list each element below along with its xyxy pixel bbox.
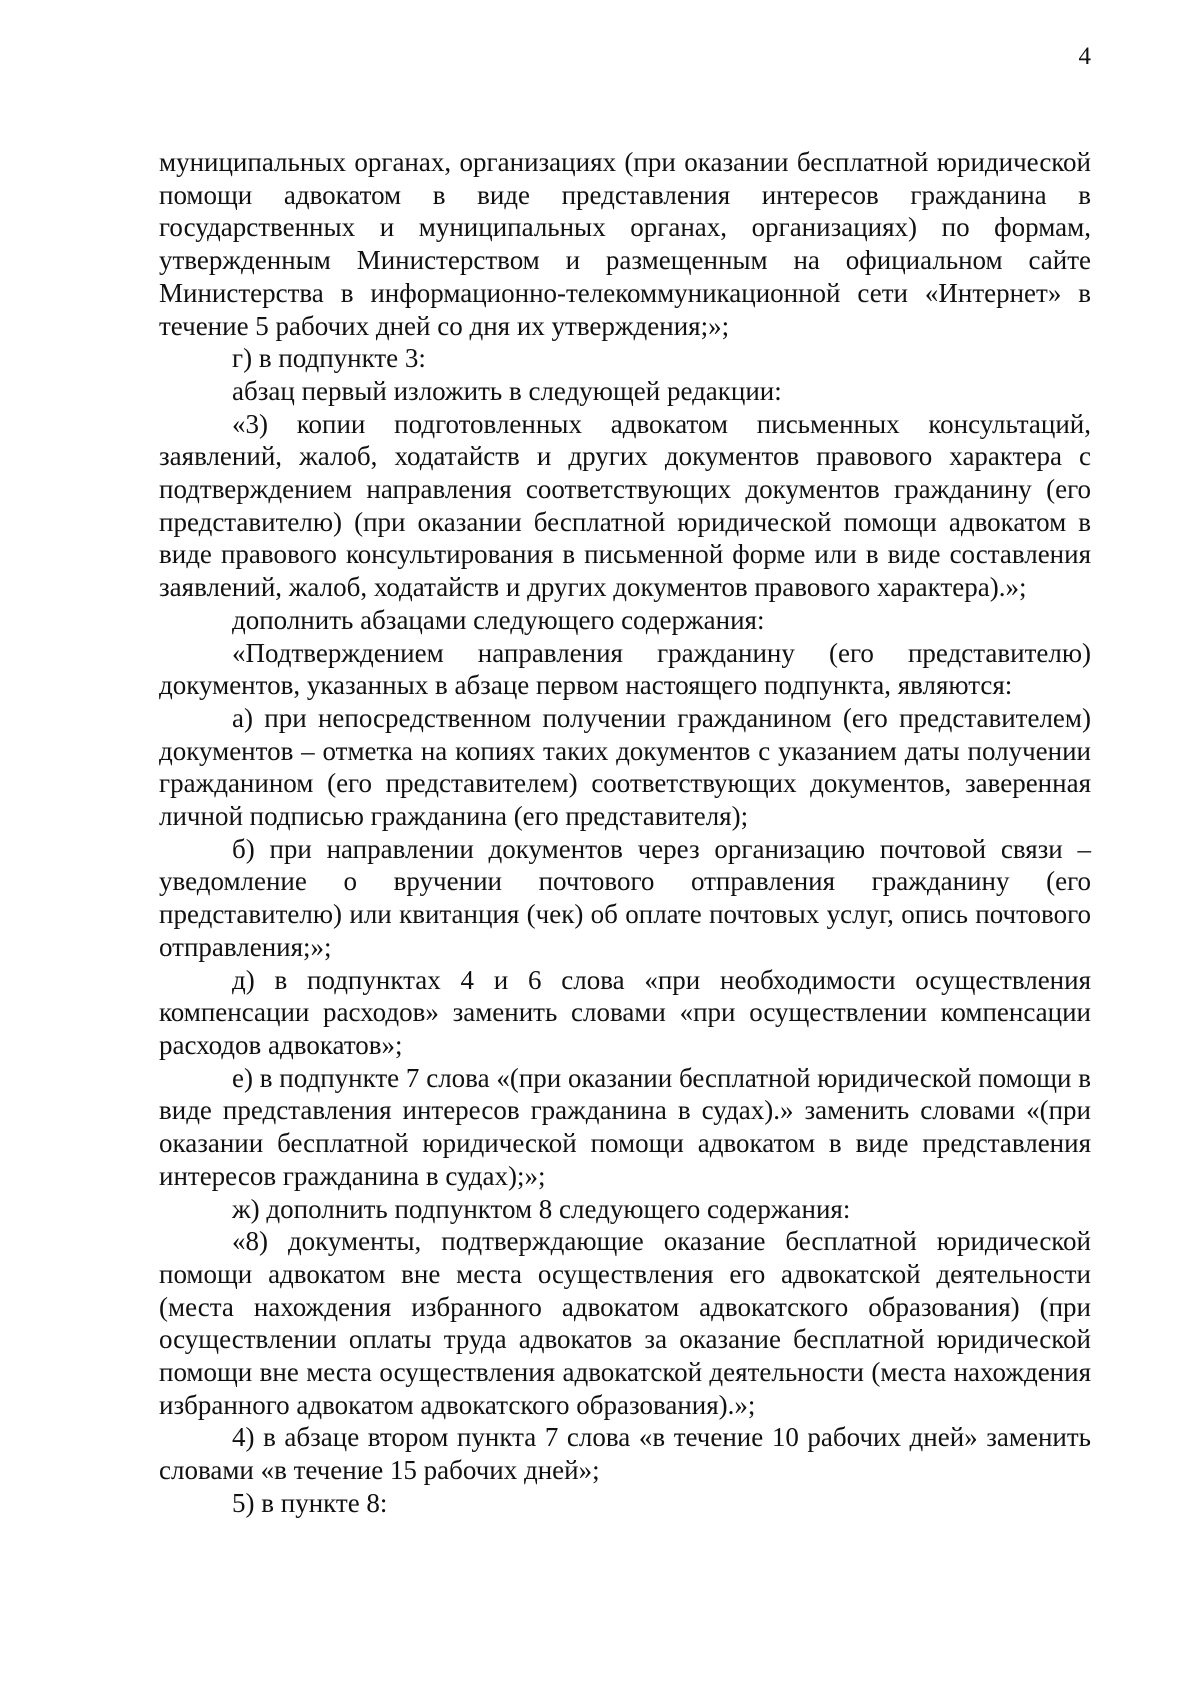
paragraph: «Подтверждением направления гражданину (его представителю) документов, указанных в абзаце первом настоящего подпункта, являются: bbox=[159, 637, 1091, 701]
paragraph: а) при непосредственном получении гражданином (его представителем) документов – отметка на копиях таких документов с указанием даты получении гражданином (его представителем) соответствующих документов, заверенная личной подписью гражданина (его представителя); bbox=[159, 702, 1091, 832]
paragraph: г) в подпункте 3: bbox=[232, 343, 426, 374]
paragraph: муниципальных органах, организациях (при оказании бесплатной юридической помощи адвокатом в виде представления интересов гражданина в государственных и муниципальных органах, организациях) по формам, утвержденным Министерством и размещенным на официальном сайте Министерства в информационно-телекоммуникационной сети «Интернет» в течение 5 рабочих дней со дня их утверждения;»; bbox=[159, 147, 1091, 341]
paragraph: 5) в пункте 8: bbox=[232, 1487, 388, 1518]
paragraph: «8) документы, подтверждающие оказание бесплатной юридической помощи адвокатом вне места осуществления его адвокатской деятельности (места нахождения избранного адвокатом адвокатского образования) (при осуществлении оплаты труда адвокатов за оказание бесплатной юридической помощи вне места осуществления адвокатской деятельности (места нахождения избранного адвокатом адвокатского образования).»; bbox=[159, 1226, 1091, 1420]
paragraph: «3) копии подготовленных адвокатом письменных консультаций, заявлений, жалоб, ходатайств и других документов правового характера с подтверждением направления соответствующих документов гражданину (его представителю) (при оказании бесплатной юридической помощи адвокатом в виде правового консультирования в письменной форме или в виде составления заявлений, жалоб, ходатайств и других документов правового характера).»; bbox=[159, 408, 1091, 603]
paragraph: 4) в абзаце втором пункта 7 слова «в течение 10 рабочих дней» заменить словами «в течение 15 рабочих дней»; bbox=[159, 1422, 1091, 1486]
page-number: 4 bbox=[1078, 43, 1091, 70]
paragraph: е) в подпункте 7 слова «(при оказании бесплатной юридической помощи в виде представления интересов гражданина в судах).» заменить словами «(при оказании бесплатной юридической помощи адвокатом в виде представления интересов гражданина в судах);»; bbox=[159, 1062, 1091, 1191]
document-body bbox=[159, 146, 1091, 1520]
paragraph: д) в подпунктах 4 и 6 слова «при необходимости осуществления компенсации расходов» заменить словами «при осуществлении компенсации расходов адвокатов»; bbox=[159, 964, 1091, 1060]
paragraph: абзац первый изложить в следующей редакции: bbox=[232, 375, 782, 406]
paragraph: дополнить абзацами следующего содержания: bbox=[232, 604, 765, 635]
paragraph: б) при направлении документов через организацию почтовой связи – уведомление о вручении почтового отправления гражданину (его представителю) или квитанция (чек) об оплате почтовых услуг, опись почтового отправления;»; bbox=[159, 833, 1091, 962]
paragraph: ж) дополнить подпунктом 8 следующего содержания: bbox=[232, 1193, 851, 1224]
